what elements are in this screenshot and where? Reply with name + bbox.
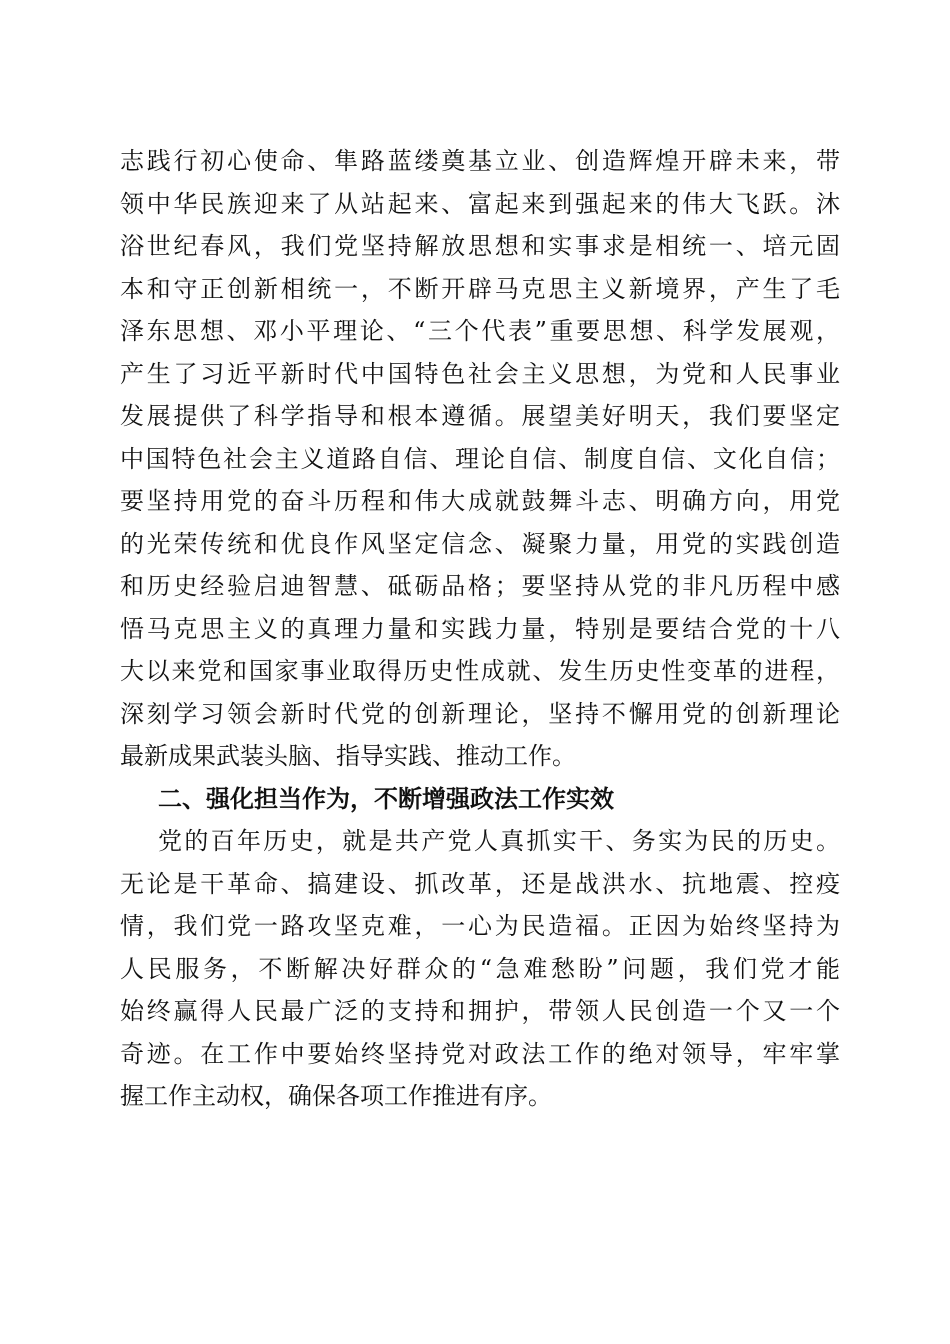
paragraph-line: 大以来党和国家事业取得历史性成就、发生历史性变革的进程， xyxy=(120,657,840,685)
paragraph-line: 发展提供了科学指导和根本遵循。展望美好明天，我们要坚定 xyxy=(120,402,840,430)
paragraph-line: 志践行初心使命、隼路蓝缕奠基立业、创造辉煌开辟未来，带 xyxy=(120,147,840,175)
section-heading: 二、强化担当作为，不断增强政法工作实效 xyxy=(158,784,614,813)
paragraph-line: 无论是干革命、搞建设、抓改革，还是战洪水、抗地震、控疫 xyxy=(120,869,840,898)
paragraph-line: 浴世纪春风，我们党坚持解放思想和实事求是相统一、培元固 xyxy=(120,232,840,260)
paragraph-line: 产生了习近平新时代中国特色社会主义思想，为党和人民事业 xyxy=(120,359,840,388)
paragraph-line: 人民服务，不断解决好群众的“急难愁盼”问题，我们党才能 xyxy=(120,954,840,983)
paragraph-line: 党的百年历史，就是共产党人真抓实干、务实为民的历史。 xyxy=(158,827,840,855)
paragraph-line: 始终赢得人民最广泛的支持和拥护，带领人民创造一个又一个 xyxy=(120,997,840,1025)
paragraph-line: 奇迹。在工作中要始终坚持党对政法工作的绝对领导，牢牢掌 xyxy=(120,1039,840,1068)
paragraph-line: 中国特色社会主义道路自信、理论自信、制度自信、文化自信； xyxy=(120,444,840,473)
paragraph-line: 情，我们党一路攻坚克难，一心为民造福。正因为始终坚持为 xyxy=(120,912,840,940)
paragraph-line: 深刻学习领会新时代党的创新理论，坚持不懈用党的创新理论 xyxy=(120,699,840,728)
paragraph-line: 领中华民族迎来了从站起来、富起来到强起来的伟大飞跃。沐 xyxy=(120,189,840,218)
paragraph-line: 和历史经验启迪智慧、砥砺品格；要坚持从党的非凡历程中感 xyxy=(120,572,840,600)
paragraph-line: 最新成果武装头脑、指导实践、推动工作。 xyxy=(120,742,576,770)
paragraph-line: 的光荣传统和优良作风坚定信念、凝聚力量，用党的实践创造 xyxy=(120,529,840,558)
body-paragraph-1 xyxy=(120,140,840,1118)
paragraph-line: 本和守正创新相统一，不断开辟马克思主义新境界，产生了毛 xyxy=(120,274,840,303)
paragraph-line: 悟马克思主义的真理力量和实践力量，特别是要结合党的十八 xyxy=(120,614,840,643)
paragraph-line: 握工作主动权，确保各项工作推进有序。 xyxy=(120,1082,552,1110)
paragraph-line: 泽东思想、邓小平理论、“三个代表”重要思想、科学发展观， xyxy=(120,317,840,345)
paragraph-line: 要坚持用党的奋斗历程和伟大成就鼓舞斗志、明确方向，用党 xyxy=(120,487,840,515)
